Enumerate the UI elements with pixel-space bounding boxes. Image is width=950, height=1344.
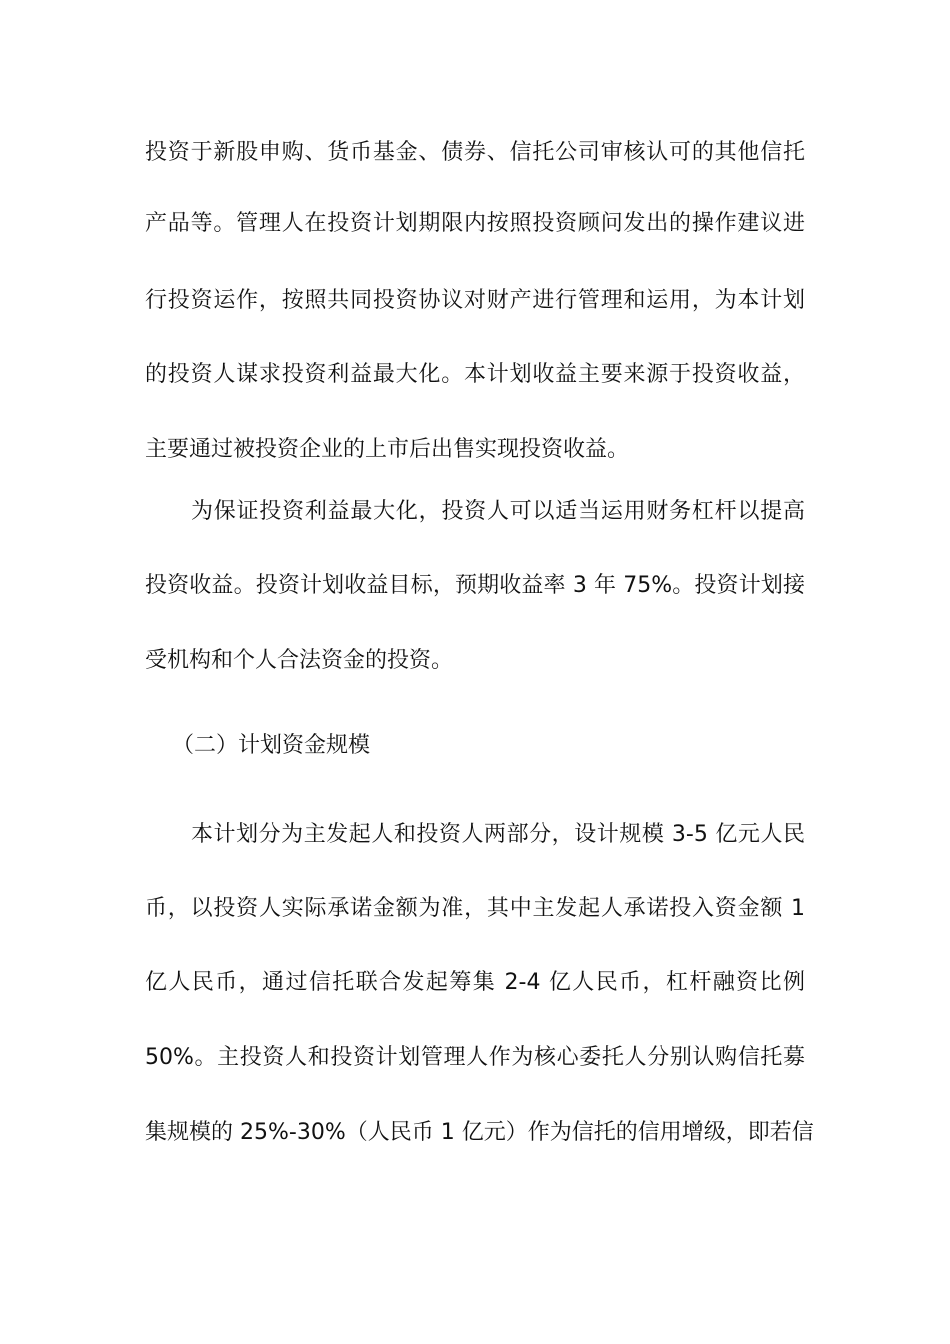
paragraph-1-line-5: 主要通过被投资企业的上市后出售实现投资收益。 [145, 437, 630, 462]
paragraph-2-line-3: 受机构和个人合法资金的投资。 [145, 648, 454, 673]
section-heading: （二）计划资金规模 [172, 733, 371, 758]
paragraph-3-line-5: 集规模的 25%-30%（人民币 1 亿元）作为信托的信用增级，即若信 [145, 1120, 814, 1145]
paragraph-2-line-2: 投资收益。投资计划收益目标，预期收益率 3 年 75%。投资计划接 [145, 573, 805, 598]
paragraph-1-line-2: 产品等。管理人在投资计划期限内按照投资顾问发出的操作建议进 [145, 211, 805, 236]
paragraph-1-line-1: 投资于新股申购、货币基金、债券、信托公司审核认可的其他信托 [145, 140, 805, 165]
paragraph-3-line-1: 本计划分为主发起人和投资人两部分，设计规模 3-5 亿元人民 [191, 822, 805, 847]
paragraph-3-line-3: 亿人民币，通过信托联合发起筹集 2-4 亿人民币，杠杆融资比例 [145, 970, 805, 995]
paragraph-1-line-3: 行投资运作，按照共同投资协议对财产进行管理和运用，为本计划 [145, 288, 805, 313]
paragraph-2-line-1: 为保证投资利益最大化，投资人可以适当运用财务杠杆以提高 [191, 499, 805, 524]
paragraph-1-line-4: 的投资人谋求投资利益最大化。本计划收益主要来源于投资收益， [145, 362, 805, 387]
paragraph-3-line-2: 币，以投资人实际承诺金额为准，其中主发起人承诺投入资金额 1 [145, 896, 805, 921]
paragraph-3-line-4: 50%。主投资人和投资计划管理人作为核心委托人分别认购信托募 [145, 1045, 805, 1070]
